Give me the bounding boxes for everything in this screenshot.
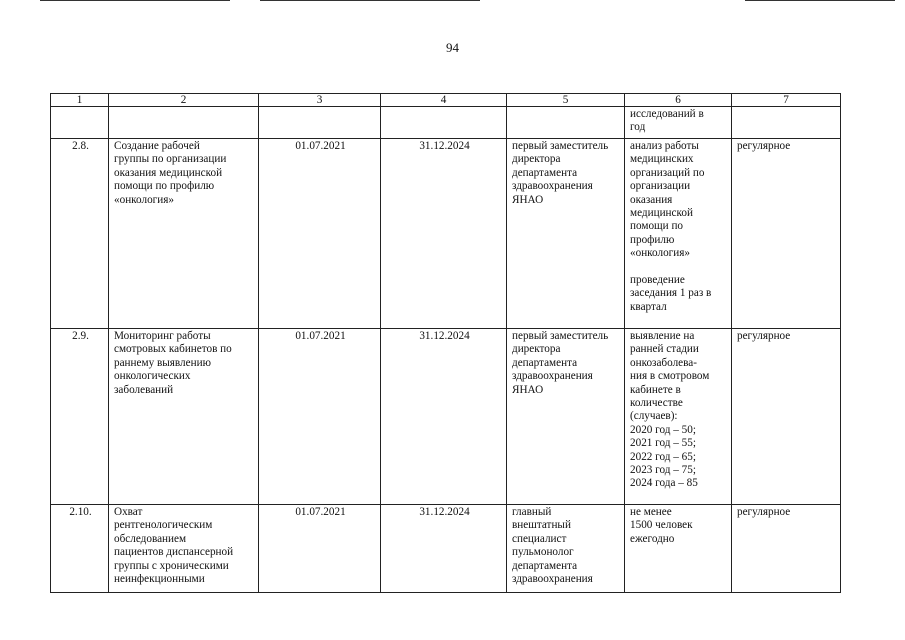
- start-date-cell: [259, 107, 381, 139]
- top-rule: [260, 0, 480, 1]
- type-cell: регулярное: [732, 329, 841, 505]
- num-cell: 2.10.: [51, 505, 109, 593]
- column-header: 3: [259, 94, 381, 107]
- num-cell: [51, 107, 109, 139]
- action-plan-table: [50, 93, 841, 593]
- end-date-cell: 31.12.2024: [381, 329, 507, 505]
- action-cell: [109, 107, 259, 139]
- table-row: [51, 505, 841, 593]
- action-cell: Мониторинг работы смотровых кабинетов по раннему выявлению онкологических заболеваний: [109, 329, 259, 505]
- start-date-cell: 01.07.2021: [259, 505, 381, 593]
- table-row: [51, 139, 841, 329]
- top-rule: [745, 0, 895, 1]
- header-row: [51, 94, 841, 107]
- responsible-cell: главный внештатный специалист пульмонолог департамента здравоохранения: [507, 505, 625, 593]
- end-date-cell: [381, 107, 507, 139]
- start-date-cell: 01.07.2021: [259, 139, 381, 329]
- column-header: 1: [51, 94, 109, 107]
- top-rule: [40, 0, 230, 1]
- start-date-cell: 01.07.2021: [259, 329, 381, 505]
- end-date-cell: 31.12.2024: [381, 505, 507, 593]
- type-cell: регулярное: [732, 139, 841, 329]
- type-cell: регулярное: [732, 505, 841, 593]
- column-header: 7: [732, 94, 841, 107]
- table-row: [51, 329, 841, 505]
- action-cell: Создание рабочей группы по организации оказания медицинской помощи по профилю «онкология»: [109, 139, 259, 329]
- num-cell: 2.8.: [51, 139, 109, 329]
- column-header: 6: [625, 94, 732, 107]
- column-header: 2: [109, 94, 259, 107]
- responsible-cell: первый заместитель директора департамента здравоохранения ЯНАО: [507, 139, 625, 329]
- responsible-cell: [507, 107, 625, 139]
- column-header: 4: [381, 94, 507, 107]
- table-row-continuation: [51, 107, 841, 139]
- num-cell: 2.9.: [51, 329, 109, 505]
- responsible-cell: первый заместитель директора департамента здравоохранения ЯНАО: [507, 329, 625, 505]
- page-number: 94: [446, 40, 459, 55]
- indicator-cell: не менее 1500 человек ежегодно: [625, 505, 732, 593]
- action-cell: Охват рентгенологическим обследованием пациентов диспансерной группы с хроническими неинфекционными: [109, 505, 259, 593]
- indicator-cell: выявление на ранней стадии онкозаболева- ния в смотровом кабинете в количестве (случаев): 2020 год – 50; 2021 год – 55; 2022 год – 65; 2023 год – 75; 2024 года – 85: [625, 329, 732, 505]
- indicator-cell: анализ работы медицинских организаций по организации оказания медицинской помощи по профилю «онкология» проведение заседания 1 раз в квартал: [625, 139, 732, 329]
- type-cell: [732, 107, 841, 139]
- column-header: 5: [507, 94, 625, 107]
- end-date-cell: 31.12.2024: [381, 139, 507, 329]
- indicator-cell: исследований в год: [625, 107, 732, 139]
